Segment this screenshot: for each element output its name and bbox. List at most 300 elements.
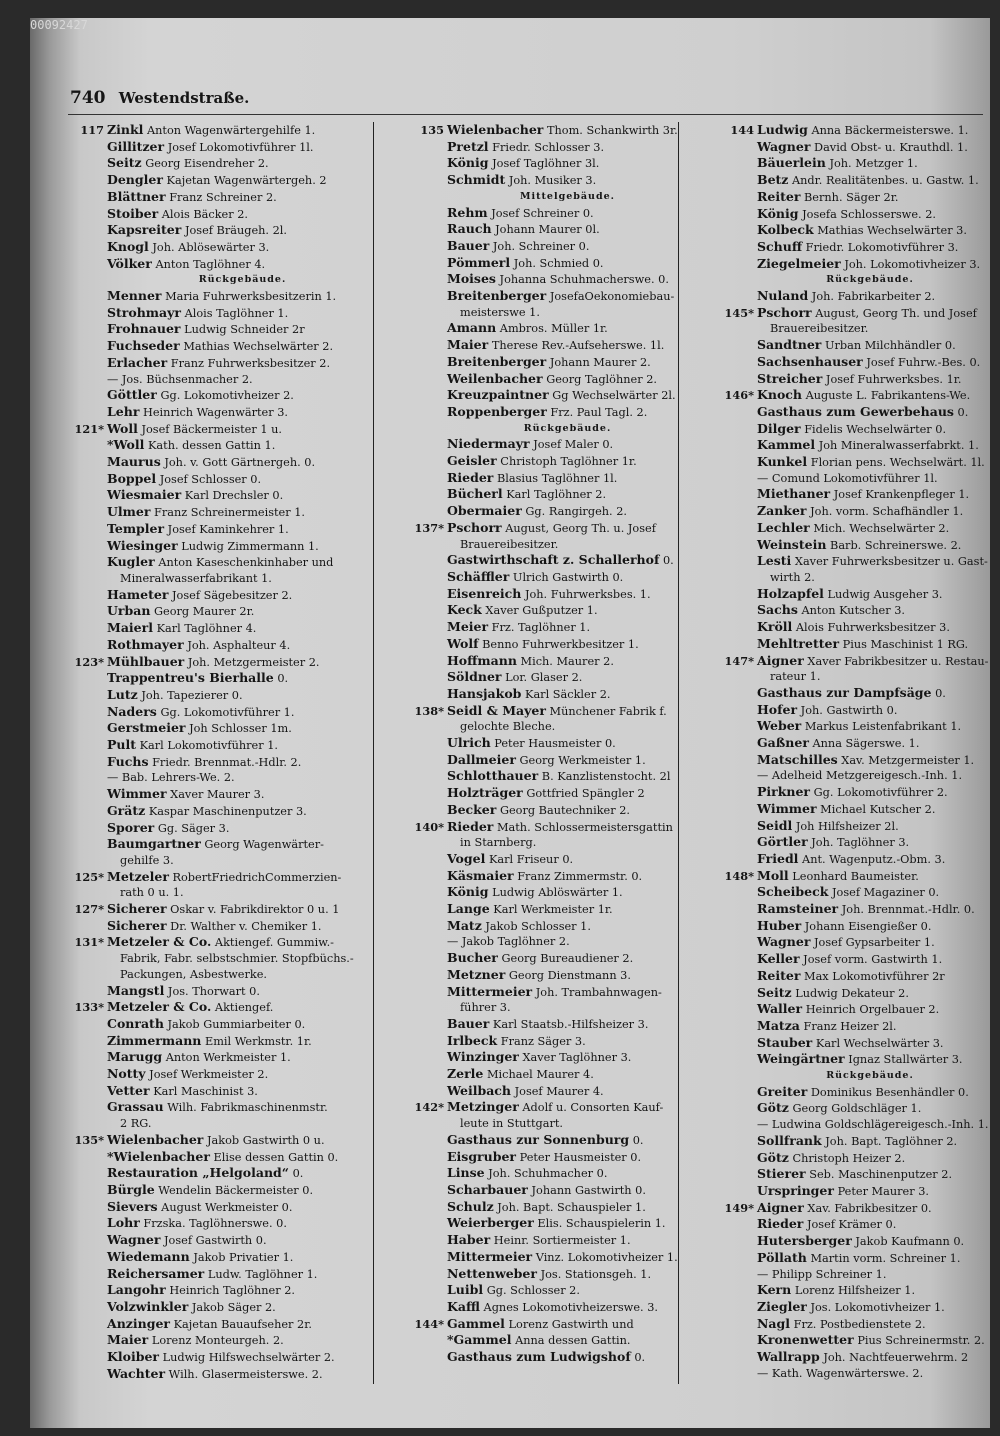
directory-entry <box>60 754 395 771</box>
directory-entry <box>60 504 395 521</box>
resident-details: Georg Eisendreher 2. <box>145 157 269 171</box>
resident-name: Fuchseder <box>107 338 180 354</box>
resident-details: Kajetan Wagenwärtergeh. 2 <box>166 174 327 188</box>
resident-name: Rieder <box>447 818 494 834</box>
resident-name: Wimmer <box>107 786 167 802</box>
resident-name: Göttler <box>107 387 157 403</box>
resident-details: 0. <box>632 1133 644 1147</box>
resident-name: Greiter <box>757 1083 808 1099</box>
resident-name: Mehltretter <box>757 635 840 651</box>
resident-details: Joh. Schmied 0. <box>513 256 604 270</box>
house-number: 137* <box>414 520 444 535</box>
resident-details: Mathias Wechselwärter 3. <box>817 224 967 238</box>
entry-continuation: rateur 1. <box>770 670 821 684</box>
resident-details: Karl Wechselwärter 3. <box>815 1036 944 1050</box>
entry-continuation: Mineralwasserfabrikant 1. <box>120 571 272 585</box>
resident-details: Joh. Metzgermeister 2. <box>187 655 320 669</box>
resident-name: Erlacher <box>107 354 168 370</box>
resident-details: Heinr. Sortiermeister 1. <box>493 1234 631 1248</box>
directory-entry <box>60 372 395 388</box>
resident-name: Hameter <box>107 586 169 602</box>
directory-entry <box>710 1316 990 1333</box>
directory-entry <box>710 735 990 752</box>
resident-name: Miethaner <box>757 486 831 502</box>
resident-name: König <box>447 884 489 900</box>
resident-details: Joh. Schreiner 0. <box>492 239 590 253</box>
resident-details: Franz Schreinermeister 1. <box>154 506 306 520</box>
directory-entry <box>710 155 990 172</box>
directory-entry <box>60 1049 395 1066</box>
resident-details: Ludwig Dekateur 2. <box>795 986 909 1000</box>
resident-name: Rieder <box>757 1216 804 1232</box>
directory-entry <box>60 122 395 139</box>
resident-details: Josef Fuhrw.-Bes. 0. <box>866 355 981 369</box>
resident-details: Georg Maurer 2r. <box>154 605 255 619</box>
column-3 <box>710 122 990 1381</box>
directory-entry <box>60 521 395 538</box>
resident-details: Mich. Maurer 2. <box>520 654 614 668</box>
resident-name: Maier <box>447 337 489 353</box>
directory-entry <box>60 1066 395 1083</box>
directory-entry <box>60 538 395 555</box>
resident-name: Nettenweber <box>447 1265 537 1281</box>
directory-entry <box>60 737 395 754</box>
resident-name: *Woll <box>107 437 145 453</box>
resident-details: Therese Rev.-Aufseherswe. 1l. <box>491 339 665 353</box>
resident-details: Lorenz Gastwirth und <box>508 1317 634 1331</box>
directory-entry <box>710 784 990 801</box>
resident-details: Frz. Paul Tagl. 2. <box>550 405 648 419</box>
resident-details: Münchener Fabrik f. <box>549 704 667 718</box>
directory-entry <box>60 1316 395 1333</box>
resident-details: Gg. Säger 3. <box>157 821 230 835</box>
resident-details: — Kath. Wagenwärterswe. 2. <box>757 1366 924 1380</box>
directory-entry <box>710 801 990 818</box>
house-number: 125* <box>74 869 104 884</box>
resident-details: Joh. Ablösewärter 3. <box>152 240 270 254</box>
resident-details: Georg Dienstmann 3. <box>508 968 631 982</box>
resident-name: Stierer <box>757 1166 806 1182</box>
resident-name: Kreuzpaintner <box>447 387 549 403</box>
resident-details: Jos. Lokomotivheizer 1. <box>810 1300 945 1314</box>
resident-name: Sachs <box>757 602 798 618</box>
resident-name: Linse <box>447 1165 485 1181</box>
directory-entry <box>60 1232 395 1249</box>
directory-entry <box>710 1051 990 1068</box>
resident-name: Götz <box>757 1149 789 1165</box>
resident-name: Söldner <box>447 669 502 685</box>
directory-entry <box>400 205 705 222</box>
resident-name: Metzeler & Co. <box>107 934 212 950</box>
resident-name: Seitz <box>107 155 142 171</box>
resident-details: 0. <box>277 672 289 686</box>
resident-details: Anna Sägerswe. 1. <box>812 737 920 751</box>
resident-name: Pschorr <box>757 304 812 320</box>
resident-details: Josef Schreiner 0. <box>491 206 594 220</box>
directory-entry <box>400 436 705 453</box>
resident-name: Ludwig <box>757 122 808 137</box>
directory-entry <box>710 985 990 1002</box>
resident-name: Görtler <box>757 834 808 850</box>
resident-details: Friedr. Lokomotivführer 3. <box>805 240 959 254</box>
resident-name: Weierberger <box>447 1215 534 1231</box>
directory-entry <box>400 238 705 255</box>
resident-name: Bürgle <box>107 1182 155 1197</box>
resident-details: Jos. Stationsgeh. 1. <box>540 1267 652 1281</box>
directory-entry <box>710 486 990 503</box>
resident-name: Nuland <box>757 288 809 304</box>
entry-continuation: führer 3. <box>460 1001 511 1015</box>
resident-name: Pretzl <box>447 138 489 154</box>
resident-name: Rieder <box>447 469 494 485</box>
resident-details: Friedr. Brennmat.-Hdlr. 2. <box>152 755 302 769</box>
directory-entry <box>60 1249 395 1266</box>
resident-name: Trappentreu's Bierhalle <box>107 670 274 686</box>
directory-entry <box>60 836 395 853</box>
column-2 <box>400 122 705 1366</box>
resident-name: Pöllath <box>757 1249 807 1265</box>
resident-details: Johann Gastwirth 0. <box>531 1184 646 1197</box>
resident-name: Weinstein <box>757 536 827 552</box>
resident-details: Johann Eisengießer 0. <box>804 919 932 933</box>
resident-details: Benno Fuhrwerkbesitzer 1. <box>482 637 639 651</box>
resident-name: Moll <box>757 867 789 883</box>
resident-details: B. Kanzlistenstocht. 2l <box>541 770 671 784</box>
resident-details: 0. <box>935 686 946 700</box>
directory-entry <box>710 818 990 835</box>
resident-name: Huber <box>757 917 802 933</box>
resident-details: Josef Werkmeister 2. <box>149 1068 269 1082</box>
directory-entry <box>400 934 705 950</box>
resident-details: Xav. Metzgermeister 1. <box>841 753 975 767</box>
resident-details: Ludwig Zimmermann 1. <box>181 539 319 553</box>
resident-details: Mathias Wechselwärter 2. <box>183 340 334 354</box>
section-heading: Mittelgebäude. <box>520 190 615 202</box>
directory-entry <box>710 553 990 570</box>
resident-name: Wielenbacher <box>107 1131 204 1147</box>
resident-name: Zanker <box>757 503 807 519</box>
resident-name: Völker <box>107 255 152 271</box>
resident-details: Josef Lokomotivführer 1l. <box>167 140 314 154</box>
resident-details: Josef Sägebesitzer 2. <box>172 588 293 602</box>
resident-details: Franz Heizer 2l. <box>803 1019 897 1033</box>
resident-name: Wielenbacher <box>447 122 544 137</box>
resident-details: Joh. vorm. Schafhändler 1. <box>810 505 964 519</box>
resident-details: Jakob Gummiarbeiter 0. <box>167 1017 306 1031</box>
resident-name: Restauration „Helgoland“ <box>107 1165 289 1181</box>
directory-entry <box>400 1232 705 1249</box>
directory-entry <box>60 1299 395 1316</box>
resident-details: — Adelheid Metzgereigesch.-Inh. 1. <box>757 769 963 783</box>
directory-entry <box>400 552 705 569</box>
directory-entry <box>710 1332 990 1349</box>
resident-name: Breitenberger <box>447 288 547 304</box>
resident-details: Friedr. Schlosser 3. <box>492 140 605 154</box>
resident-name: Breitenberger <box>447 353 547 369</box>
resident-name: *Wielenbacher <box>107 1148 210 1164</box>
directory-entry <box>400 1349 705 1366</box>
resident-name: Matz <box>447 917 482 933</box>
directory-entry <box>710 371 990 388</box>
resident-details: Karl Drechsler 0. <box>184 489 284 503</box>
resident-details: Johann Maurer 2. <box>549 355 651 369</box>
resident-details: Josef vorm. Gastwirth 1. <box>803 953 943 967</box>
directory-entry <box>60 1182 395 1199</box>
resident-name: Naders <box>107 703 157 719</box>
resident-name: Matza <box>757 1017 800 1033</box>
directory-entry <box>400 371 705 388</box>
page-number: 740 <box>70 88 106 108</box>
resident-name: Sollfrank <box>757 1132 822 1148</box>
resident-name: Gerstmeier <box>107 720 186 736</box>
directory-entry <box>400 1049 705 1066</box>
entry-continuation: in Starnberg. <box>460 836 537 850</box>
directory-entry <box>710 471 990 487</box>
directory-entry <box>400 1083 705 1100</box>
resident-name: Wiesmaier <box>107 487 182 503</box>
resident-name: Sporer <box>107 819 155 835</box>
directory-entry <box>400 404 705 421</box>
directory-entry <box>400 669 705 686</box>
resident-name: Mangstl <box>107 982 165 998</box>
directory-entry <box>710 122 990 139</box>
directory-entry <box>710 1133 990 1150</box>
resident-name: Lutz <box>107 686 138 702</box>
resident-details: Oskar v. Fabrikdirektor 0 u. 1 <box>170 903 340 917</box>
entry-continuation: wirth 2. <box>770 570 815 584</box>
resident-name: Sievers <box>107 1198 158 1214</box>
resident-name: Gasthaus zur Dampfsäge <box>757 684 932 700</box>
resident-name: Holzträger <box>447 785 523 801</box>
resident-details: Ludwig Schneider 2r <box>184 323 305 337</box>
directory-entry <box>400 139 705 156</box>
resident-details: Christoph Taglöhner 1r. <box>500 455 637 469</box>
house-number: 117 <box>80 123 104 137</box>
resident-name: Rauch <box>447 221 492 237</box>
directory-entry <box>400 819 705 836</box>
resident-name: Gasthaus zum Gewerbehaus <box>757 403 954 419</box>
resident-name: Eisenreich <box>447 585 522 601</box>
resident-details: Joh. Fuhrwerksbes. 1. <box>524 587 651 601</box>
resident-details: Georg Goldschläger 1. <box>792 1102 922 1116</box>
directory-entry <box>400 271 705 288</box>
resident-name: Mittermeier <box>447 1248 533 1264</box>
resident-details: Pius Schreinermstr. 2. <box>857 1334 985 1348</box>
header-rule <box>68 114 983 115</box>
directory-entry <box>400 984 705 1001</box>
resident-details: Josef Maurer 4. <box>514 1084 604 1098</box>
directory-entry <box>400 1132 705 1149</box>
resident-details: Joh. Gastwirth 0. <box>800 703 898 717</box>
directory-entry <box>710 189 990 206</box>
resident-name: Reichersamer <box>107 1265 205 1281</box>
directory-entry <box>400 354 705 371</box>
column-1 <box>60 122 395 1382</box>
directory-entry <box>710 1200 990 1217</box>
directory-entry <box>400 1282 705 1299</box>
resident-name: Kolbeck <box>757 222 814 238</box>
entry-continuation: gehilfe 3. <box>120 853 174 867</box>
resident-details: Lorenz Monteurgeh. 2. <box>151 1334 284 1348</box>
directory-entry <box>710 1233 990 1250</box>
house-number: 121* <box>74 421 104 436</box>
resident-name: Conrath <box>107 1015 164 1031</box>
resident-details: Kath. dessen Gattin 1. <box>147 439 276 453</box>
house-number: 138* <box>414 703 444 718</box>
resident-details: Josef Bräugeh. 2l. <box>184 224 288 238</box>
resident-name: Stauber <box>757 1034 813 1050</box>
entry-continuation: Packungen, Asbestwerke. <box>120 967 268 981</box>
resident-name: Urban <box>107 603 151 619</box>
directory-entry <box>60 206 395 223</box>
resident-name: Lechler <box>757 519 810 535</box>
directory-entry <box>400 768 705 785</box>
directory-entry <box>400 868 705 885</box>
resident-details: Alois Fuhrwerksbesitzer 3. <box>795 621 950 635</box>
resident-details: Joh. Bapt. Taglöhner 2. <box>825 1134 958 1148</box>
resident-details: Gg Wechselwärter 2l. <box>552 389 676 403</box>
directory-entry <box>60 918 395 935</box>
section-heading: Rückgebäude. <box>198 274 287 286</box>
entry-continuation: Brauereibesitzer. <box>460 537 559 551</box>
resident-details: David Obst- u. Krauthdl. 1. <box>814 140 968 154</box>
resident-name: Kunkel <box>757 454 808 470</box>
resident-name: Gasthaus zum Ludwigshof <box>447 1349 631 1365</box>
resident-name: Gastwirthschaft z. Schallerhof <box>447 552 660 568</box>
resident-name: Weilbach <box>447 1082 512 1098</box>
resident-name: Rehm <box>447 204 488 220</box>
directory-entry <box>400 950 705 967</box>
resident-details: Xaver Taglöhner 3. <box>522 1051 632 1065</box>
resident-name: Notty <box>107 1066 146 1082</box>
resident-details: Peter Maurer 3. <box>837 1185 929 1198</box>
resident-name: Scheibeck <box>757 884 829 900</box>
resident-name: Stoiber <box>107 205 159 221</box>
resident-details: Joh. Trambahnwagen- <box>535 985 662 999</box>
resident-details: Dominikus Besenhändler 0. <box>810 1085 969 1099</box>
directory-entry <box>710 1150 990 1167</box>
resident-name: Schäffler <box>447 568 510 584</box>
resident-name: Zerle <box>447 1066 484 1082</box>
resident-details: — Jos. Büchsenmacher 2. <box>107 372 253 386</box>
resident-details: Karl Maschinist 3. <box>153 1084 258 1098</box>
resident-name: Holzapfel <box>757 585 824 601</box>
resident-details: Karl Lokomotivführer 1. <box>139 739 278 753</box>
resident-name: Grätz <box>107 802 146 818</box>
directory-entry <box>710 256 990 273</box>
directory-entry <box>60 305 395 322</box>
resident-details: Franz Säger 3. <box>500 1034 586 1048</box>
directory-entry <box>400 1033 705 1050</box>
resident-name: Keller <box>757 951 800 967</box>
directory-entry <box>710 206 990 223</box>
entry-continuation: Brauereibesitzer. <box>770 322 869 336</box>
section-heading: Rückgebäude. <box>523 422 612 434</box>
directory-entry <box>60 587 395 604</box>
resident-name: Boppel <box>107 470 157 486</box>
entry-continuation: 2 RG. <box>120 1117 152 1131</box>
house-number: 144 <box>730 123 754 137</box>
resident-name: Ramsteiner <box>757 901 839 917</box>
resident-details: Jakob Gastwirth 0 u. <box>206 1133 325 1147</box>
resident-name: Hofer <box>757 701 798 717</box>
resident-details: Ulrich Gastwirth 0. <box>512 570 624 584</box>
resident-details: Gg. Lokomotivführer 2. <box>813 786 948 800</box>
resident-details: Ludwig Ablöswärter 1. <box>492 886 623 900</box>
directory-entry <box>400 337 705 354</box>
resident-details: Jakob Kaufmann 0. <box>855 1235 965 1249</box>
directory-entry <box>400 653 705 670</box>
resident-name: Betz <box>757 172 789 188</box>
resident-name: Bucher <box>447 950 498 966</box>
resident-details: Aktiengef. Gummiw.- <box>214 936 334 950</box>
resident-name: Wagner <box>757 138 811 154</box>
resident-name: Schlotthauer <box>447 768 539 784</box>
directory-entry <box>400 1249 705 1266</box>
resident-name: Wiesinger <box>107 537 178 553</box>
directory-entry <box>400 686 705 703</box>
resident-details: Math. Schlossermeistersgattin <box>496 820 673 834</box>
resident-details: Josef Krämer 0. <box>806 1218 897 1232</box>
resident-details: Joh Hilfsheizer 2l. <box>795 819 899 833</box>
directory-entry <box>60 155 395 172</box>
resident-details: Gg. Rangirgeh. 2. <box>525 505 627 519</box>
resident-details: Ignaz Stallwärter 3. <box>848 1053 963 1067</box>
directory-entry <box>710 752 990 769</box>
resident-details: Josef Schlosser 0. <box>159 472 262 486</box>
directory-entry <box>400 1199 705 1216</box>
directory-entry <box>400 901 705 918</box>
resident-details: Kajetan Bauaufseher 2r. <box>173 1317 312 1331</box>
resident-name: Vetter <box>107 1082 150 1098</box>
resident-name: Wimmer <box>757 800 817 816</box>
resident-details: Florian pens. Wechselwärt. 1l. <box>810 456 985 470</box>
resident-details: Josef Kaminkehrer 1. <box>167 522 289 536</box>
resident-name: Sandtner <box>757 337 822 353</box>
directory-entry <box>60 670 395 687</box>
directory-entry <box>710 222 990 239</box>
resident-details: Joh Schlosser 1m. <box>189 722 292 736</box>
directory-entry <box>710 354 990 371</box>
resident-details: — Bab. Lehrers-We. 2. <box>107 771 235 785</box>
directory-entry <box>60 603 395 620</box>
house-number: 140* <box>414 819 444 834</box>
directory-entry <box>60 1266 395 1283</box>
resident-details: 0. <box>957 405 969 419</box>
directory-entry <box>710 602 990 619</box>
resident-details: — Ludwina Goldschlägereigesch.-Inh. 1. <box>757 1118 989 1132</box>
directory-entry <box>710 768 990 784</box>
resident-details: Franz Fuhrwerksbesitzer 2. <box>170 356 331 370</box>
resident-name: Mittermeier <box>447 983 533 999</box>
directory-entry <box>400 569 705 586</box>
resident-details: Georg Bureaudiener 2. <box>501 952 634 966</box>
resident-name: Seitz <box>757 984 792 1000</box>
directory-entry <box>710 653 990 670</box>
resident-name: Grassau <box>107 1099 164 1115</box>
directory-entry <box>710 1250 990 1267</box>
directory-entry <box>710 918 990 935</box>
directory-entry <box>60 338 395 355</box>
resident-name: Frohnauer <box>107 321 181 337</box>
resident-name: Wiedemann <box>107 1248 190 1264</box>
resident-name: Dilger <box>757 420 801 436</box>
directory-entry <box>400 172 705 189</box>
directory-entry <box>60 1366 395 1383</box>
entry-continuation: gelochte Bleche. <box>460 720 556 734</box>
resident-details: — Jakob Taglöhner 2. <box>447 935 570 949</box>
resident-name: Eisgruber <box>447 1148 517 1164</box>
